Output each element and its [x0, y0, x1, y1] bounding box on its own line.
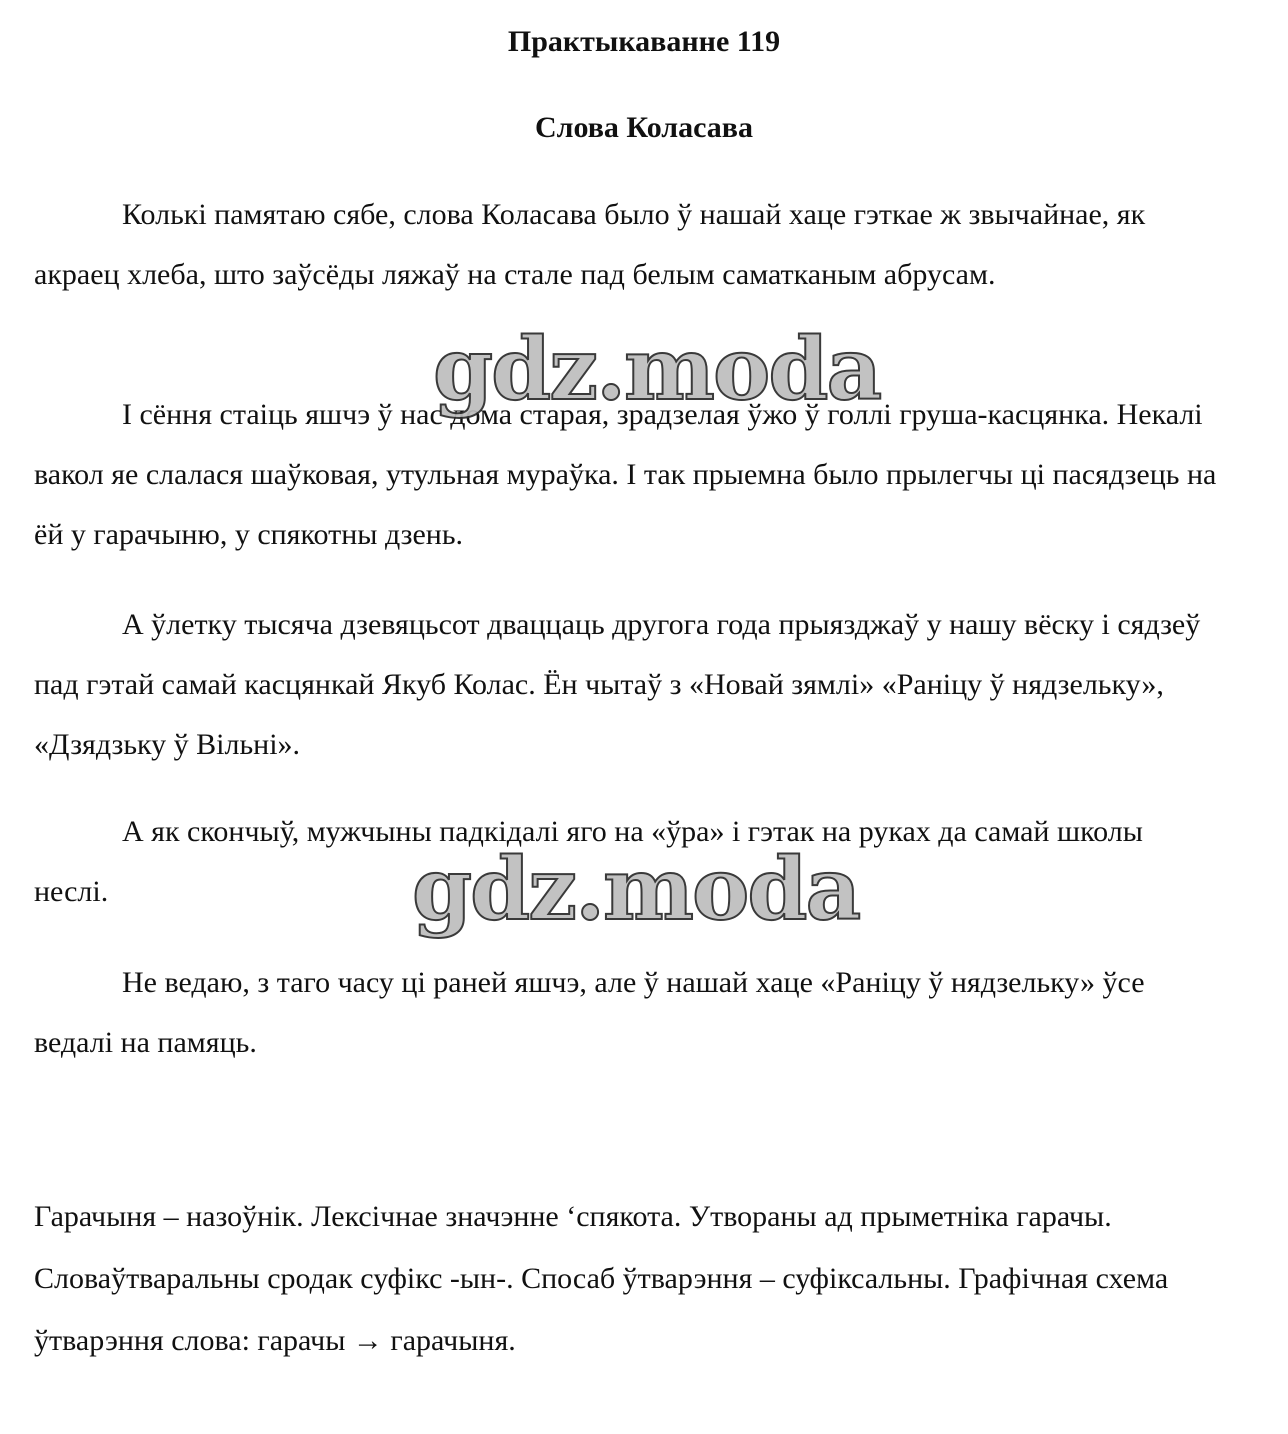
paragraph-3: А ўлетку тысяча дзевяцьсот дваццаць другога года прыязджаў у нашу вёску і сядзеў пад гэтай самай касцянкай Якуб Колас. Ён чытаў з «Новай зямлі» «Раніцу ў нядзельку», «Дзядзьку ў Вільні». [34, 608, 1201, 761]
watermark-top: gdz.moda [433, 319, 881, 420]
exercise-title: Практыкаванне 119 [507, 25, 781, 58]
paragraph-5: Не ведаю, з таго часу ці раней яшчэ, але ў нашай хаце «Раніцу ў нядзельку» ўсе ведалі на памяць. [34, 966, 1145, 1059]
watermark-bottom: gdz.moda [412, 839, 860, 940]
paragraph-1: Колькі памятаю сябе, слова Коласава было ў нашай хаце гэткае ж звычайнае, як акраец хлеба, што заўсёды ляжаў на стале пад белым саматканым абрусам. [34, 198, 1146, 291]
paragraph-4: А як скончыў, мужчыны падкідалі яго на «ўра» і гэтак на руках да самай школы неслі. [34, 815, 1143, 908]
paragraph-2: І сёння стаіць яшчэ ў нас дома старая, зрадзелая ўжо ў голлі груша-касцянка. Некалі вакол яе слалася шаўковая, утульная мураўка. І так прыемна было прылегчы ці пасядзець на ёй у гарачыню, у спякотны дзень. [34, 398, 1217, 551]
text-title: Слова Коласава [534, 111, 754, 144]
word-analysis: Гарачыня – назоўнік. Лексічнае значэнне ‘спякота. Утвораны ад прыметніка гарачы. Словаўтваральны сродак суфікс -ын-. Спосаб ўтварэння – суфіксальны. Графічная схема ўтварэння слова: гарачы → гарачыня. [34, 1200, 1169, 1357]
